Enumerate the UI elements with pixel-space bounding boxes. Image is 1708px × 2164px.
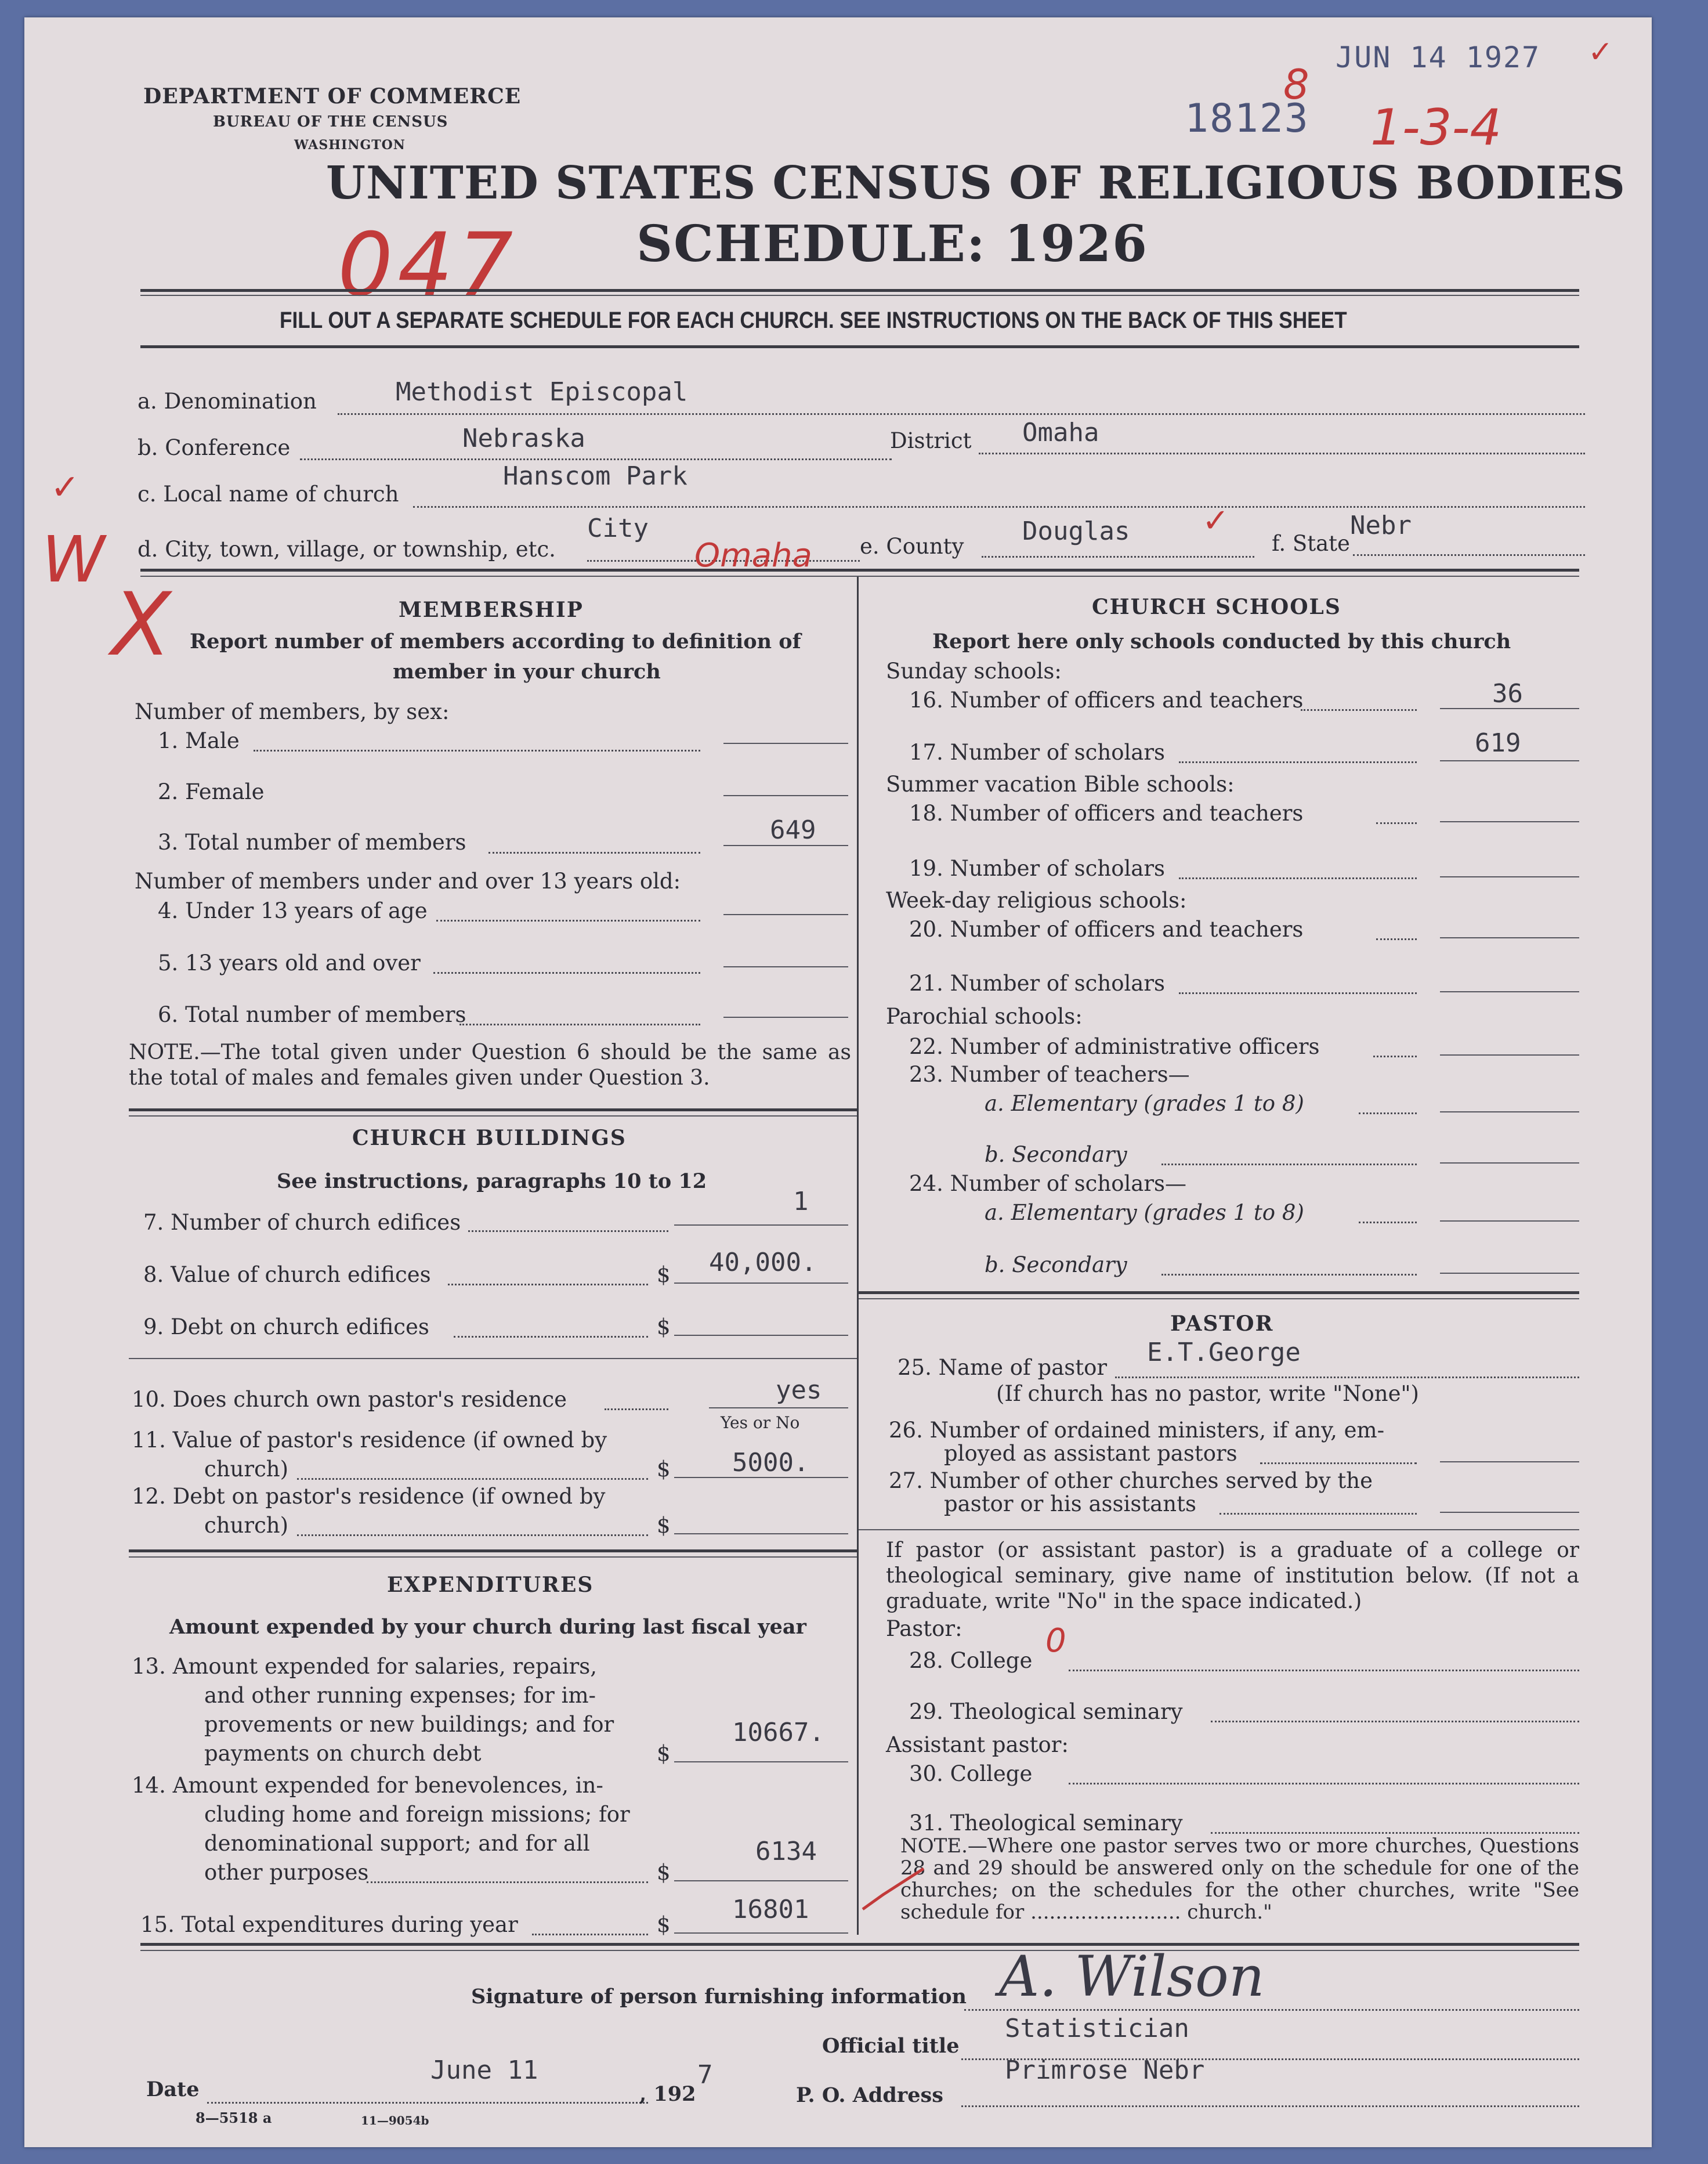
date-year-digit: 7 xyxy=(697,2060,713,2090)
q3-label: 3. Total number of members xyxy=(158,830,466,855)
q13-line-3: provements or new buildings; and for xyxy=(204,1712,614,1737)
footer-rule xyxy=(140,1943,1579,1946)
q8-line xyxy=(448,1284,648,1285)
denomination-label: a. Denomination xyxy=(137,389,317,414)
q12-answer-line xyxy=(674,1533,848,1534)
q23a-line xyxy=(1359,1112,1417,1114)
q26-label-2: ployed as assistant pastors xyxy=(944,1441,1237,1466)
q6-label: 6. Total number of members xyxy=(158,1002,466,1027)
q26-answer-line xyxy=(1440,1461,1579,1462)
red-tick-mark: ✓ xyxy=(1588,35,1613,70)
q14-line xyxy=(367,1881,648,1883)
q30-label: 30. College xyxy=(909,1761,1033,1786)
schools-heading: CHURCH SCHOOLS xyxy=(1092,595,1341,619)
q24b-line xyxy=(1161,1274,1417,1276)
q25-value: E.T.George xyxy=(1147,1338,1301,1367)
banner-rule-top2 xyxy=(140,295,1579,296)
q14-value: 6134 xyxy=(755,1837,817,1866)
identity-rule xyxy=(140,569,1579,572)
q14-dollar: $ xyxy=(657,1860,671,1885)
margin-w-mark: W xyxy=(42,522,105,597)
schedule-number-stamp: 18123 xyxy=(1185,96,1309,142)
membership-note: NOTE.—The total given under Question 6 should be the same as the total of males and females given under Question 3. xyxy=(129,1041,851,1090)
total-check-mark xyxy=(860,1863,929,1915)
q30-line xyxy=(1069,1783,1579,1784)
q8-label: 8. Value of church edifices xyxy=(143,1262,431,1287)
q15-label: 15. Total expenditures during year xyxy=(140,1912,518,1937)
county-label: e. County xyxy=(860,534,964,559)
q24a-label: a. Elementary (grades 1 to 8) xyxy=(985,1200,1304,1225)
q15-value: 16801 xyxy=(732,1895,809,1924)
city-value: City xyxy=(587,514,649,543)
yes-or-no-caption: Yes or No xyxy=(721,1413,800,1432)
q23a-label: a. Elementary (grades 1 to 8) xyxy=(985,1091,1304,1116)
red-big-number: 047 xyxy=(338,215,518,316)
members-by-sex-label: Number of members, by sex: xyxy=(135,699,450,724)
q11-label-1: 11. Value of pastor's residence (if owned by xyxy=(132,1428,607,1453)
q24b-label: b. Secondary xyxy=(985,1252,1127,1277)
received-date-stamp: JUN 14 1927 xyxy=(1336,41,1541,74)
q23b-answer-line xyxy=(1440,1162,1579,1164)
form-code: 8—5518 a xyxy=(196,2109,272,2126)
city-red-annotation: Omaha xyxy=(694,537,812,575)
q2-answer-line xyxy=(723,795,848,796)
q19-label: 19. Number of scholars xyxy=(909,856,1166,881)
bureau-city: WASHINGTON xyxy=(294,138,406,153)
q13-answer-line xyxy=(674,1761,848,1762)
q13-line-1: 13. Amount expended for salaries, repairs, xyxy=(132,1654,598,1679)
membership-intro-2: member in your church xyxy=(393,660,661,684)
parochial-schools-label: Parochial schools: xyxy=(886,1004,1083,1029)
q13-line-4: payments on church debt xyxy=(204,1741,482,1766)
official-title-label: Official title xyxy=(822,2034,960,2058)
q3-line xyxy=(488,852,700,854)
q5-line xyxy=(433,972,700,974)
buildings-rule2 xyxy=(129,1556,857,1558)
q6-answer-line xyxy=(723,1017,848,1018)
q16-line xyxy=(1301,709,1417,711)
schools-rule2 xyxy=(859,1298,1579,1299)
q11-value: 5000. xyxy=(732,1448,809,1477)
q9-label: 9. Debt on church edifices xyxy=(143,1314,429,1339)
q1-answer-line xyxy=(723,743,848,744)
q15-answer-line xyxy=(674,1932,848,1934)
footer-rule2 xyxy=(140,1950,1579,1951)
q8-dollar: $ xyxy=(657,1262,671,1287)
buildings-mid-rule xyxy=(129,1358,857,1359)
assistant-pastor-label: Assistant pastor: xyxy=(886,1732,1069,1757)
q5-label: 5. 13 years old and over xyxy=(158,951,421,976)
red-code-mark: 1-3-4 xyxy=(1370,99,1502,157)
po-address-label: P. O. Address xyxy=(796,2083,943,2107)
county-line xyxy=(982,556,1254,558)
city-label: d. City, town, village, or township, etc. xyxy=(137,537,556,562)
q3-value: 649 xyxy=(770,815,816,845)
local-name-value: Hanscom Park xyxy=(503,461,687,491)
q7-value: 1 xyxy=(793,1187,809,1216)
schools-rule xyxy=(859,1291,1579,1294)
q11-label-2: church) xyxy=(204,1457,289,1482)
signature-line xyxy=(964,2009,1579,2011)
buildings-rule xyxy=(129,1549,857,1552)
q28-label: 28. College xyxy=(909,1648,1033,1673)
state-value: Nebr xyxy=(1350,511,1412,540)
q24a-answer-line xyxy=(1440,1220,1579,1222)
summer-schools-label: Summer vacation Bible schools: xyxy=(886,772,1235,797)
graduate-note: If pastor (or assistant pastor) is a graduate of a college or theological seminary, give name of institution below. (If not a graduate, write "No" in the space indicated.) xyxy=(886,1538,1579,1613)
q18-line xyxy=(1376,822,1417,824)
date-label: Date xyxy=(146,2078,200,2101)
q27-answer-line xyxy=(1440,1512,1579,1513)
q8-answer-line xyxy=(674,1282,848,1284)
banner-rule-bottom xyxy=(140,345,1579,348)
q27-label-1: 27. Number of other churches served by the xyxy=(889,1468,1373,1493)
q3-answer-line xyxy=(723,845,848,846)
q4-answer-line xyxy=(723,914,848,915)
local-name-label: c. Local name of church xyxy=(137,482,399,507)
q21-line xyxy=(1179,992,1417,994)
q24-label: 24. Number of scholars— xyxy=(909,1171,1187,1196)
q13-value: 10667. xyxy=(732,1718,824,1747)
q9-answer-line xyxy=(674,1335,848,1336)
q18-answer-line xyxy=(1440,821,1579,822)
buildings-heading: CHURCH BUILDINGS xyxy=(352,1126,627,1150)
q14-line-3: denominational support; and for all xyxy=(204,1831,590,1856)
q15-line xyxy=(532,1934,648,1935)
q14-line-2: cluding home and foreign missions; for xyxy=(204,1802,630,1827)
q25-label: 25. Name of pastor xyxy=(898,1355,1108,1380)
q24a-line xyxy=(1359,1222,1417,1223)
po-address-value: Primrose Nebr xyxy=(1005,2055,1205,2085)
expenditures-heading: EXPENDITURES xyxy=(387,1573,594,1597)
q31-line xyxy=(1211,1832,1579,1834)
membership-rule xyxy=(129,1108,857,1111)
q12-line xyxy=(297,1534,648,1536)
q2-label: 2. Female xyxy=(158,779,265,804)
q12-dollar: $ xyxy=(657,1513,671,1538)
q23-label: 23. Number of teachers— xyxy=(909,1062,1190,1087)
q7-label: 7. Number of church edifices xyxy=(143,1210,461,1235)
district-label: District xyxy=(890,428,972,453)
q10-value: yes xyxy=(776,1375,822,1405)
county-check-mark: ✓ xyxy=(1202,502,1229,540)
denomination-line xyxy=(338,413,1585,415)
q22-label: 22. Number of administrative officers xyxy=(909,1034,1320,1059)
weekday-schools-label: Week-day religious schools: xyxy=(886,888,1187,913)
q12-label-2: church) xyxy=(204,1513,289,1538)
bureau-name: BUREAU OF THE CENSUS xyxy=(213,113,448,131)
q31-label: 31. Theological seminary xyxy=(909,1811,1183,1836)
q4-label: 4. Under 13 years of age xyxy=(158,898,428,923)
q14-line-4: other purposes xyxy=(204,1860,369,1885)
expenditures-subheading: Amount expended by your church during last fiscal year xyxy=(169,1615,806,1639)
page-title: UNITED STATES CENSUS OF RELIGIOUS BODIES xyxy=(326,157,1626,209)
margin-check-mark: ✓ xyxy=(50,467,80,508)
print-code: 11—9054b xyxy=(361,2114,429,2127)
q11-line xyxy=(297,1478,648,1480)
q7-answer-line xyxy=(674,1224,848,1226)
q25-note: (If church has no pastor, write "None") xyxy=(996,1381,1419,1406)
q17-value: 619 xyxy=(1475,728,1521,758)
county-value: Douglas xyxy=(1022,516,1130,546)
margin-x-mark: X xyxy=(111,575,171,675)
local-name-line xyxy=(413,506,1585,508)
signature-label: Signature of person furnishing information xyxy=(471,1985,967,2008)
number-overwrite-mark: 8 xyxy=(1283,61,1309,109)
state-label: f. State xyxy=(1272,531,1350,556)
state-line xyxy=(1353,554,1585,556)
q21-answer-line xyxy=(1440,991,1579,992)
q24b-answer-line xyxy=(1440,1273,1579,1274)
date-value: June 11 xyxy=(430,2055,538,2085)
department-name: DEPARTMENT OF COMMERCE xyxy=(143,84,522,109)
official-title-value: Statistician xyxy=(1005,2014,1189,2043)
buildings-subheading: See instructions, paragraphs 10 to 12 xyxy=(277,1169,707,1193)
q23a-answer-line xyxy=(1440,1111,1579,1112)
q20-label: 20. Number of officers and teachers xyxy=(909,917,1304,942)
q26-label-1: 26. Number of ordained ministers, if any, em- xyxy=(889,1418,1385,1443)
q16-value: 36 xyxy=(1492,679,1523,709)
q21-label: 21. Number of scholars xyxy=(909,971,1166,996)
q9-line xyxy=(454,1336,648,1338)
q8-value: 40,000. xyxy=(709,1248,817,1277)
q17-label: 17. Number of scholars xyxy=(909,740,1166,765)
q14-line-1: 14. Amount expended for benevolences, in- xyxy=(132,1773,603,1798)
date-year-prefix: , 192 xyxy=(639,2082,696,2106)
pastor-note: NOTE.—Where one pastor serves two or more churches, Questions 28 and 29 should be answered only on the schedule for one of the churches; on the schedules for the other churches, write "See schedule for ........................ church." xyxy=(900,1834,1579,1924)
members-by-age-label: Number of members under and over 13 years old: xyxy=(135,869,681,894)
q16-label: 16. Number of officers and teachers xyxy=(909,688,1304,713)
q9-dollar: $ xyxy=(657,1314,671,1339)
q1-line xyxy=(254,750,700,752)
schools-subheading: Report here only schools conducted by this church xyxy=(932,630,1511,653)
q29-label: 29. Theological seminary xyxy=(909,1699,1183,1724)
conference-line xyxy=(300,458,892,460)
q27-label-2: pastor or his assistants xyxy=(944,1491,1196,1516)
banner-rule-top xyxy=(140,289,1579,292)
q10-line xyxy=(605,1408,668,1410)
q7-line xyxy=(468,1230,668,1232)
q20-line xyxy=(1376,938,1417,940)
membership-heading: MEMBERSHIP xyxy=(399,598,584,622)
district-line xyxy=(979,453,1585,454)
q13-dollar: $ xyxy=(657,1741,671,1766)
q4-line xyxy=(436,920,700,922)
q13-line-2: and other running expenses; for im- xyxy=(204,1683,596,1708)
pastor-heading: PASTOR xyxy=(1170,1312,1274,1336)
date-line xyxy=(207,2102,648,2104)
q6-line xyxy=(459,1024,700,1025)
conference-label: b. Conference xyxy=(137,435,291,460)
schedule-title: SCHEDULE: 1926 xyxy=(636,215,1148,273)
census-schedule-sheet xyxy=(24,17,1652,2147)
pastor-label: Pastor: xyxy=(886,1616,962,1641)
conference-value: Nebraska xyxy=(462,424,585,453)
identity-rule2 xyxy=(140,576,1579,577)
q14-answer-line xyxy=(674,1880,848,1881)
q23b-line xyxy=(1161,1164,1417,1165)
column-divider xyxy=(857,577,859,1935)
q29-line xyxy=(1211,1721,1579,1722)
q19-answer-line xyxy=(1440,876,1579,877)
membership-intro-1: Report number of members according to definition of xyxy=(190,630,801,653)
district-value: Omaha xyxy=(1022,418,1099,447)
q20-answer-line xyxy=(1440,937,1579,938)
q17-line xyxy=(1179,761,1417,763)
q10-label: 10. Does church own pastor's residence xyxy=(132,1387,567,1412)
q19-line xyxy=(1179,877,1417,879)
po-address-line xyxy=(961,2105,1579,2107)
instructions-banner: FILL OUT A SEPARATE SCHEDULE FOR EACH CHURCH. SEE INSTRUCTIONS ON THE BACK OF THIS SHEET xyxy=(280,308,1347,333)
q28-line xyxy=(1069,1670,1579,1671)
q23b-label: b. Secondary xyxy=(985,1142,1127,1167)
q17-answer-line xyxy=(1440,760,1579,761)
q5-answer-line xyxy=(723,966,848,967)
signature-value: A. Wilson xyxy=(999,1944,1265,2009)
q28-value: 0 xyxy=(1045,1622,1066,1660)
q25-line xyxy=(1115,1377,1579,1378)
q22-answer-line xyxy=(1440,1054,1579,1056)
q27-line xyxy=(1220,1513,1417,1515)
q10-answer-line xyxy=(709,1407,848,1408)
membership-rule2 xyxy=(129,1115,857,1117)
sunday-schools-label: Sunday schools: xyxy=(886,659,1062,684)
denomination-value: Methodist Episcopal xyxy=(396,377,688,407)
q22-line xyxy=(1373,1056,1417,1057)
pastor-mid-rule xyxy=(859,1529,1579,1530)
q18-label: 18. Number of officers and teachers xyxy=(909,801,1304,826)
q1-label: 1. Male xyxy=(158,728,240,753)
q15-dollar: $ xyxy=(657,1912,671,1937)
q11-dollar: $ xyxy=(657,1457,671,1482)
q12-label-1: 12. Debt on pastor's residence (if owned by xyxy=(132,1484,606,1509)
q26-line xyxy=(1260,1462,1417,1464)
